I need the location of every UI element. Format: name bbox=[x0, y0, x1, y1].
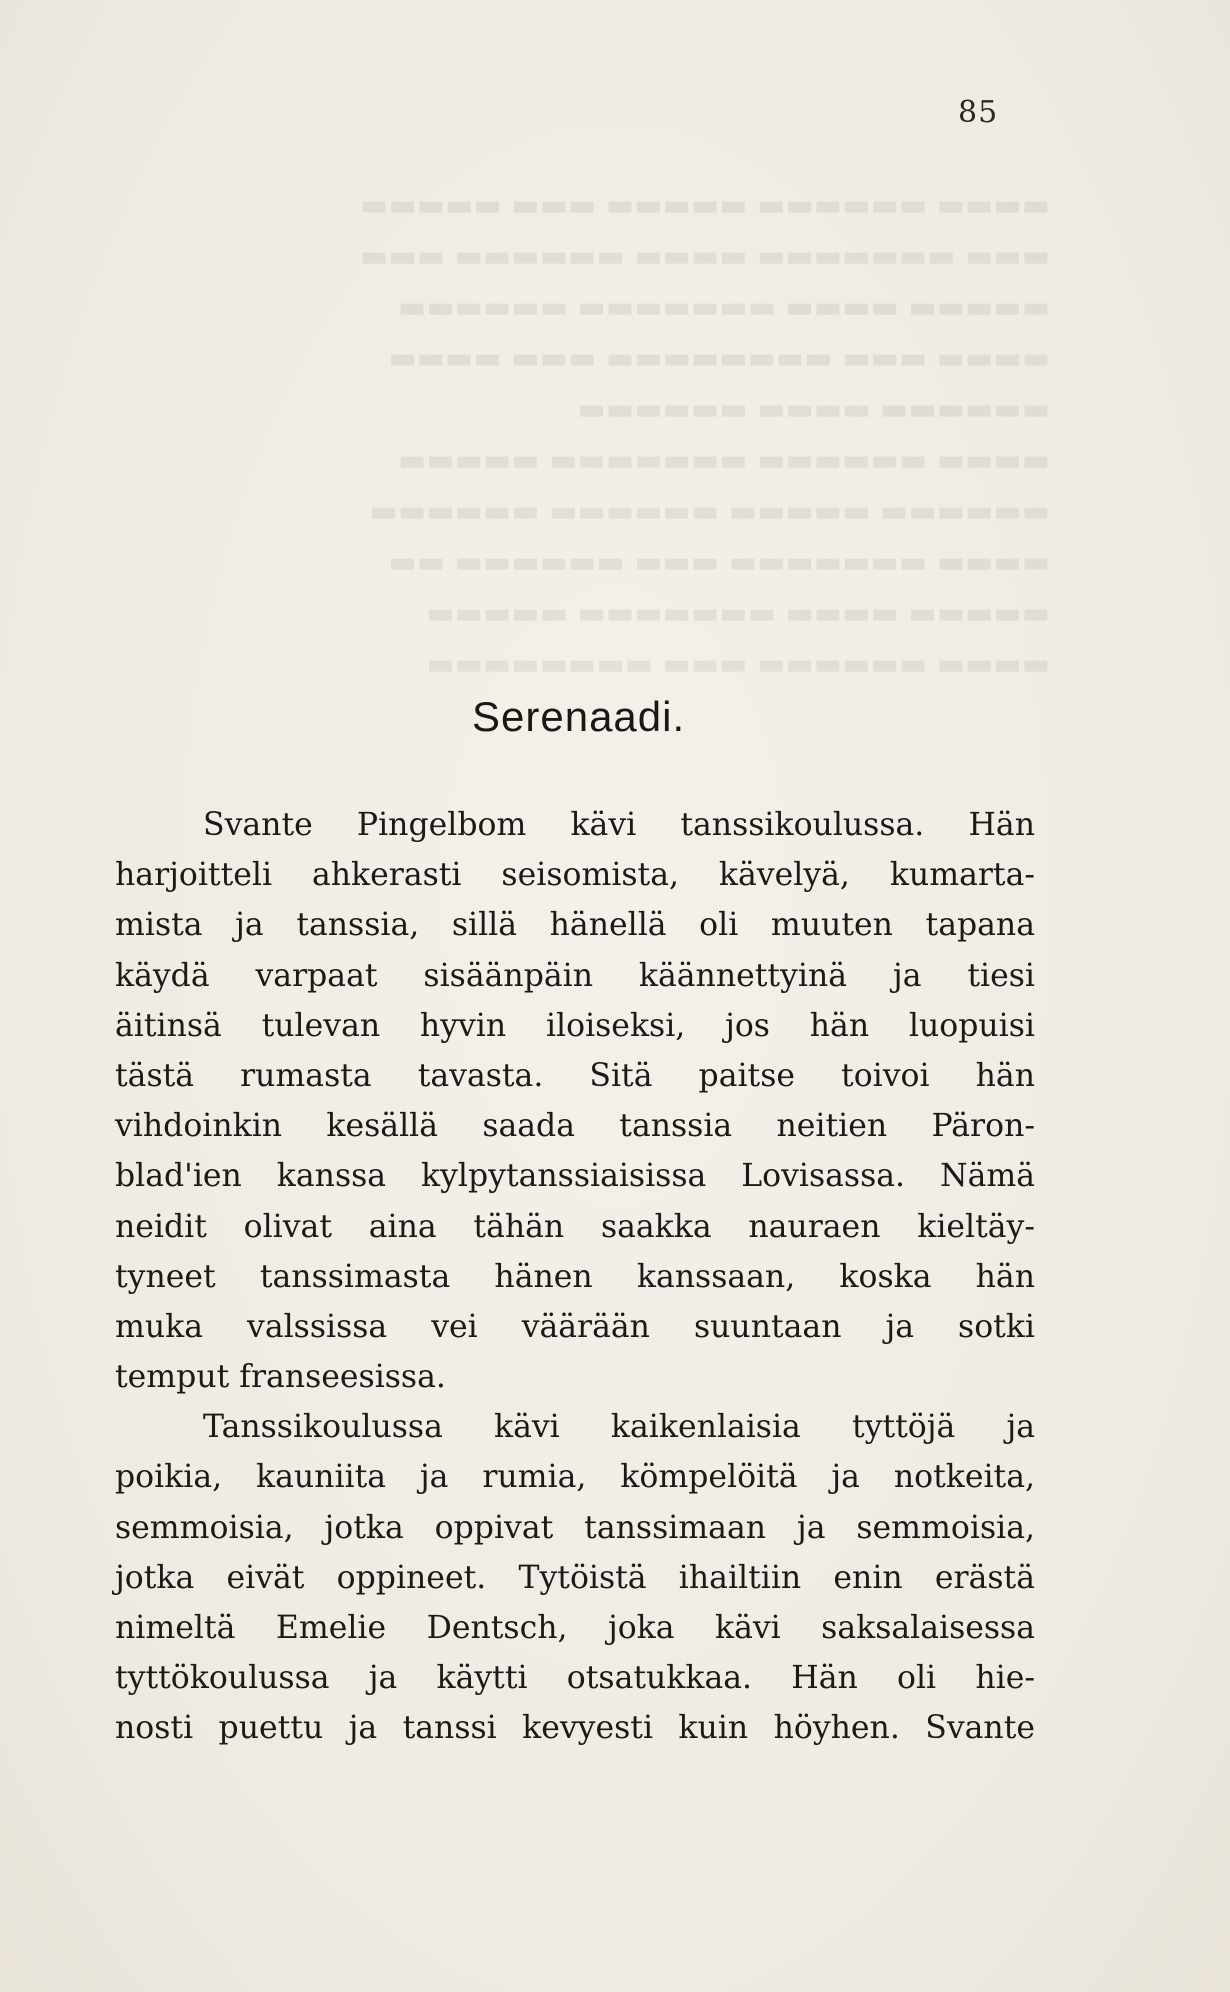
text-line: tyneet tanssimasta hänen kanssaan, koska hän bbox=[115, 1258, 1035, 1295]
bleed-through-texture: ▬▬▬▬ ▬▬▬▬▬▬ ▬▬▬▬▬ ▬▬▬ ▬▬▬▬▬ ▬▬▬ ▬▬▬▬▬▬▬ ▬▬▬▬ ▬▬▬▬▬▬ ▬▬▬ ▬▬▬▬▬ ▬▬▬▬ ▬▬▬▬▬▬▬ ▬▬▬▬▬▬ ▬▬▬▬ ▬▬▬ ▬▬▬▬▬▬▬▬ ▬▬▬ ▬▬▬▬ ▬▬▬▬▬▬ ▬▬▬▬ ▬▬▬▬▬▬ ▬▬▬▬ ▬▬▬▬▬▬ ▬▬▬▬▬▬▬ ▬▬▬▬▬ ▬▬▬▬▬▬ ▬▬▬▬▬ ▬▬▬▬▬▬ ▬▬▬▬▬▬ ▬▬▬▬ ▬▬▬▬▬▬▬ ▬▬▬ ▬▬▬▬▬▬ ▬▬ ▬▬▬▬▬ ▬▬▬▬ ▬▬▬▬▬▬▬ ▬▬▬▬▬ ▬▬▬▬ ▬▬▬▬▬▬ ▬▬▬ ▬▬▬▬▬▬▬▬ bbox=[359, 188, 1050, 682]
chapter-title: Serenaadi. bbox=[472, 693, 686, 740]
text-line: harjoitteli ahkerasti seisomista, kävelyä, kumarta- bbox=[115, 857, 1035, 894]
body-text bbox=[115, 800, 1035, 1754]
text-line: temput franseesissa. bbox=[115, 1359, 446, 1396]
text-line: äitinsä tulevan hyvin iloiseksi, jos hän luopuisi bbox=[115, 1007, 1035, 1044]
text-line: tästä rumasta tavasta. Sitä paitse toivoi hän bbox=[115, 1057, 1035, 1094]
page-number: 85 bbox=[958, 95, 999, 130]
text-line: neidit olivat aina tähän saakka nauraen kieltäy- bbox=[115, 1208, 1035, 1245]
text-line: Tanssikoulussa kävi kaikenlaisia tyttöjä ja bbox=[203, 1409, 1035, 1446]
text-line: poikia, kauniita ja rumia, kömpelöitä ja notkeita, bbox=[115, 1459, 1035, 1496]
text-line: nimeltä Emelie Dentsch, joka kävi saksalaisessa bbox=[115, 1610, 1035, 1646]
text-line: blad'ien kanssa kylpytanssiaisissa Lovisassa. Nämä bbox=[115, 1158, 1035, 1195]
text-line: Svante Pingelbom kävi tanssikoulussa. Hän bbox=[203, 807, 1035, 843]
text-line: tyttökoulussa ja käytti otsatukkaa. Hän oli hie- bbox=[115, 1660, 1035, 1697]
paragraph-1 bbox=[115, 800, 1035, 1402]
text-line: käydä varpaat sisäänpäin käännettyinä ja tiesi bbox=[115, 957, 1035, 994]
text-line: vihdoinkin kesällä saada tanssia neitien Päron- bbox=[115, 1108, 1035, 1145]
text-line: semmoisia, jotka oppivat tanssimaan ja semmoisia, bbox=[115, 1509, 1035, 1546]
text-line: muka valssissa vei väärään suuntaan ja sotki bbox=[115, 1308, 1035, 1345]
paragraph-2 bbox=[115, 1402, 1035, 1753]
text-line: nosti puettu ja tanssi kevyesti kuin höyhen. Svante bbox=[115, 1710, 1035, 1747]
text-line: mista ja tanssia, sillä hänellä oli muuten tapana bbox=[115, 907, 1035, 944]
text-line: jotka eivät oppineet. Tytöistä ihailtiin enin erästä bbox=[115, 1559, 1035, 1596]
